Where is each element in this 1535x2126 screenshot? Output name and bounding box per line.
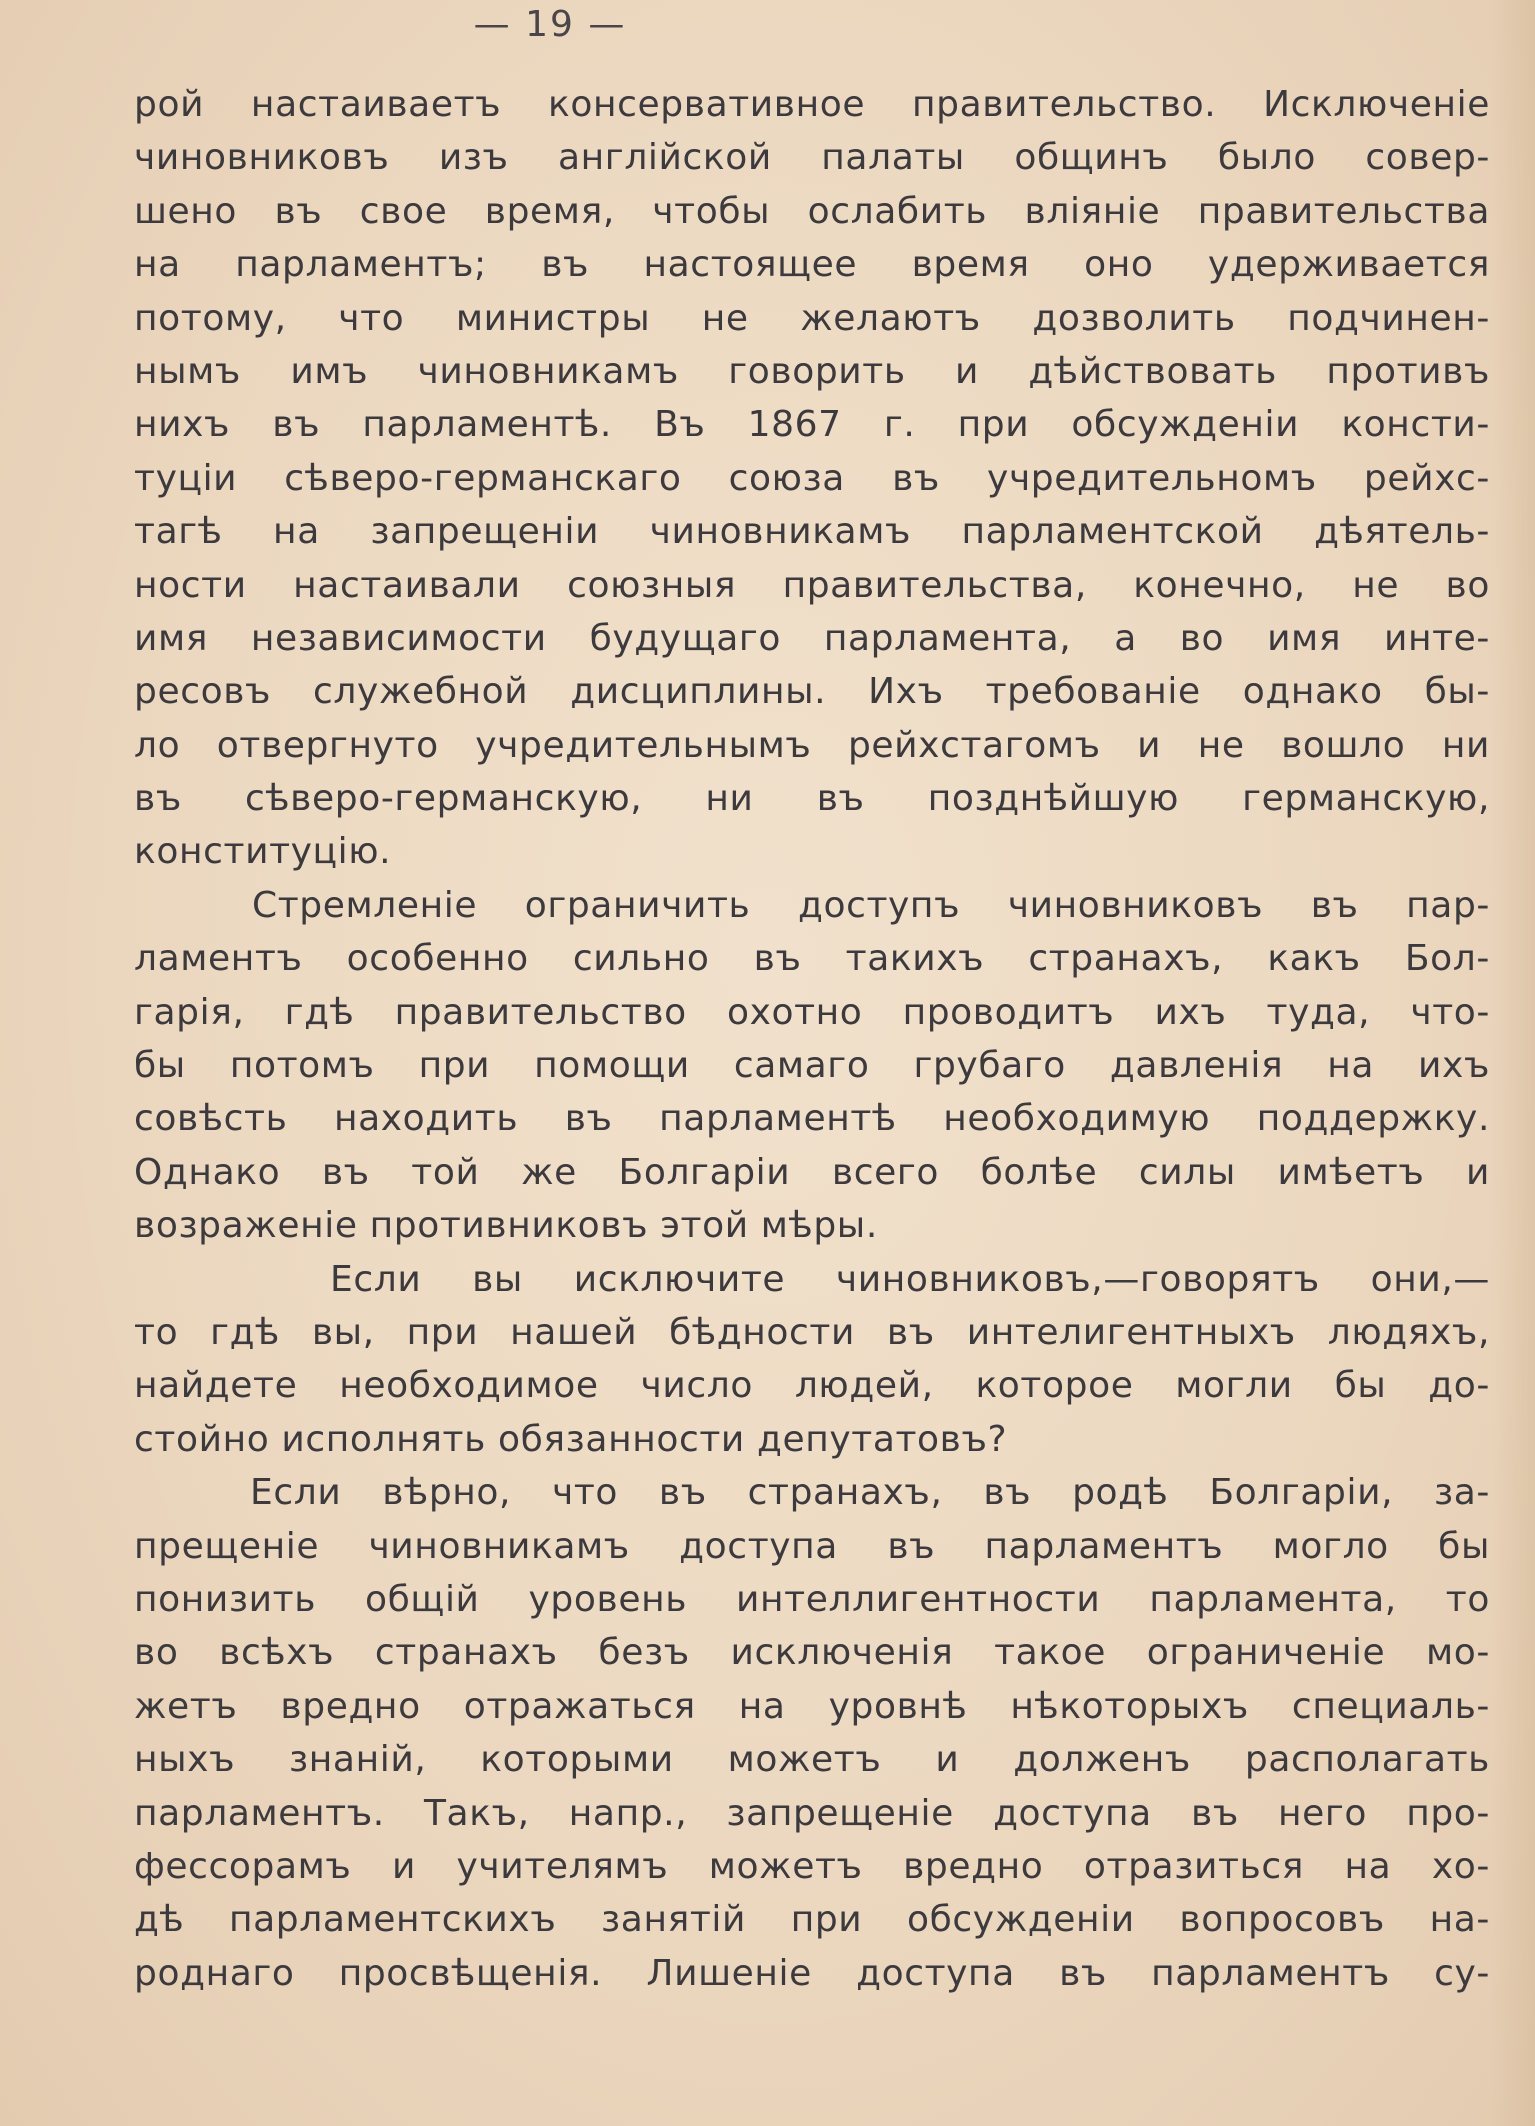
paragraph-start-line: Если вы исключите чиновниковъ,—говорятъ они,— [330, 1258, 1490, 1300]
text-line: стойно исполнять обязанности депутатовъ? [134, 1418, 1008, 1460]
page-edge-shading [1490, 0, 1535, 2126]
text-line: возраженiе противниковъ этой мѣры. [134, 1205, 878, 1247]
text-line: Однако въ той же Болгарiи всего болѣе силы имѣетъ и [134, 1151, 1490, 1193]
text-line: рой настаиваетъ консервативное правительство. Исключенiе [134, 84, 1490, 125]
text-line: ламентъ особенно сильно въ такихъ странахъ, какъ Бол- [134, 938, 1490, 980]
text-line: чиновниковъ изъ англiйской палаты общинъ было совер- [134, 137, 1490, 179]
text-line: имя независимости будущаго парламента, а во имя инте- [134, 617, 1490, 659]
text-line: ло отвергнуто учредительнымъ рейхстагомъ и не вошло ни [134, 724, 1490, 766]
text-line: то гдѣ вы, при нашей бѣдности въ интелигентныхъ людяхъ, [134, 1311, 1490, 1353]
text-line: нихъ въ парламентѣ. Въ 1867 г. при обсужденiи консти- [134, 404, 1490, 446]
page-number: — 19 — [473, 4, 627, 45]
text-line: совѣсть находить въ парламентѣ необходимую поддержку. [134, 1098, 1490, 1140]
text-line: въ сѣверо-германскую, ни въ позднѣйшую германскую, [134, 778, 1490, 820]
text-line: конституцiю. [134, 831, 392, 873]
paragraph-start-line: Если вѣрно, что въ странахъ, въ родѣ Болгарiи, за- [250, 1472, 1490, 1514]
text-line: жетъ вредно отражаться на уровнѣ нѣкоторыхъ специаль- [134, 1685, 1490, 1727]
body-text [134, 78, 1490, 2000]
text-line: шено въ свое время, чтобы ослабить влiянiе правительства [134, 190, 1490, 232]
text-line: бы потомъ при помощи самаго грубаго давленiя на ихъ [134, 1045, 1490, 1087]
text-line: ности настаивали союзныя правительства, конечно, не во [134, 564, 1490, 606]
text-line: найдете необходимое число людей, которое могли бы до- [134, 1365, 1490, 1407]
text-line: дѣ парламентскихъ занятiй при обсужденiи вопросовъ на- [134, 1899, 1490, 1941]
text-line: прещенiе чиновникамъ доступа въ парламентъ могло бы [134, 1525, 1490, 1567]
text-line: на парламентъ; въ настоящее время оно удерживается [134, 244, 1490, 286]
text-line: нымъ имъ чиновникамъ говорить и дѣйствовать противъ [134, 350, 1490, 392]
paragraph-start-line: Стремленiе ограничить доступъ чиновниковъ въ пар- [252, 884, 1490, 926]
text-line: роднаго просвѣщенiя. Лишенiе доступа въ парламентъ су- [134, 1952, 1490, 1994]
text-line: понизить общiй уровень интеллигентности парламента, то [134, 1578, 1490, 1620]
text-line: тагѣ на запрещенiи чиновникамъ парламентской дѣятель- [134, 511, 1490, 553]
text-line: ныхъ знанiй, которыми можетъ и долженъ располагать [134, 1739, 1490, 1781]
text-line: парламентъ. Такъ, напр., запрещенiе доступа въ него про- [134, 1792, 1490, 1834]
text-line: туцiи сѣверо-германскаго союза въ учредительномъ рейхс- [134, 457, 1490, 499]
text-line: во всѣхъ странахъ безъ исключенiя такое ограниченiе мо- [134, 1632, 1490, 1674]
text-line: гарiя, гдѣ правительство охотно проводитъ ихъ туда, что- [134, 991, 1490, 1033]
text-line: фессорамъ и учителямъ можетъ вредно отразиться на хо- [134, 1845, 1490, 1887]
text-line: потому, что министры не желаютъ дозволить подчинен- [134, 297, 1490, 339]
text-line: ресовъ служебной дисциплины. Ихъ требованiе однако бы- [134, 671, 1490, 713]
